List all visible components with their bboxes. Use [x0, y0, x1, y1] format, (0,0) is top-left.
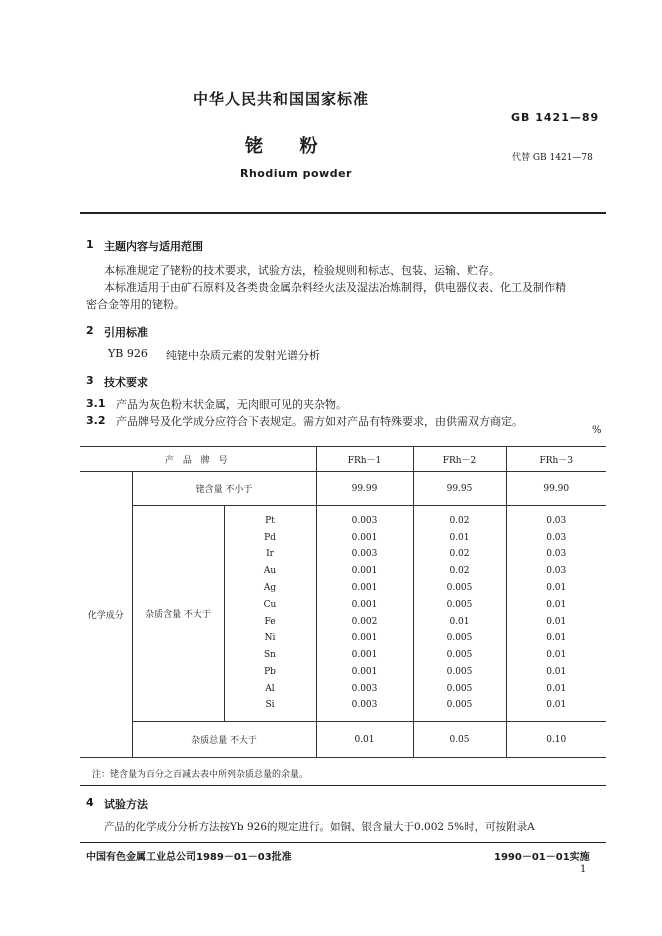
total-impurity-row — [80, 722, 606, 758]
composition-table — [80, 446, 606, 758]
clause-3-1-text: 产品为灰色粉末状金属，无肉眼可见的夹杂物。 — [116, 398, 347, 411]
impurity-value: 0.01 — [546, 599, 567, 610]
impurity-value: 0.001 — [351, 633, 378, 644]
impurity-value: 0.001 — [351, 566, 378, 577]
impurity-value: 0.005 — [446, 650, 473, 661]
element-symbol: Ni — [264, 633, 276, 644]
element-symbol: Sn — [264, 650, 276, 661]
clause-3-1-number: 3.1 — [86, 397, 106, 410]
impurity-value: 0.02 — [449, 566, 470, 577]
unit-label: % — [592, 425, 602, 436]
impurity-value: 0.001 — [351, 582, 378, 593]
impurity-value: 0.005 — [446, 700, 473, 711]
total-impurity-label: 杂质总量 不大于 — [132, 722, 316, 758]
impurity-value: 0.002 — [351, 616, 378, 627]
replaces-code: 代替 GB 1421—78 — [512, 153, 593, 163]
section-3-title: 技术要求 — [104, 376, 148, 389]
section-2-number: 2 — [86, 324, 94, 337]
english-title: Rhodium powder — [240, 167, 352, 180]
impurity-value: 0.01 — [449, 532, 470, 543]
chem-composition-label: 化学成分 — [80, 472, 132, 758]
rhodium-content-label: 铑含量 不小于 — [132, 472, 316, 506]
impurity-value: 0.01 — [546, 700, 567, 711]
impurity-value: 0.005 — [446, 599, 473, 610]
impurity-value: 0.005 — [446, 582, 473, 593]
section-1-para-2b: 密合金等用的铑粉。 — [86, 298, 185, 311]
impurity-value: 0.005 — [446, 633, 473, 644]
impurity-value: 0.02 — [449, 515, 470, 526]
grade-2-impurity-column — [413, 506, 506, 722]
impurity-value: 0.01 — [546, 666, 567, 677]
element-symbol: Au — [263, 566, 277, 577]
section-1-para-2a: 本标准适用于由矿石原料及各类贵金属杂料经火法及湿法冶炼制得，供电器仪表、化工及制作精 — [104, 281, 566, 294]
impurity-value: 0.003 — [351, 683, 378, 694]
impurity-value: 0.03 — [546, 566, 567, 577]
element-list — [225, 513, 316, 715]
table-note: 注：铑含量为百分之百减去表中所列杂质总量的余量。 — [92, 770, 309, 780]
element-symbol: Fe — [264, 616, 276, 627]
impurity-value: 0.02 — [449, 549, 470, 560]
rh-value-1: 99.99 — [316, 472, 413, 506]
element-symbol: Pb — [264, 666, 276, 677]
impurity-value: 0.005 — [446, 683, 473, 694]
page-title: 铑 粉 — [245, 136, 326, 157]
standard-org: 中华人民共和国国家标准 — [193, 90, 370, 108]
grade-frh-2: FRh－2 — [413, 447, 506, 472]
clause-3-2-text: 产品牌号及化学成分应符合下表规定。需方如对产品有特殊要求，由供需双方商定。 — [116, 415, 523, 428]
impurity-value: 0.01 — [546, 616, 567, 627]
grade-header: 产 品 牌 号 — [80, 447, 316, 472]
section-4-title: 试验方法 — [104, 798, 148, 811]
total-value-2: 0.05 — [413, 722, 506, 758]
rhodium-row — [80, 472, 606, 506]
rh-value-3: 99.90 — [506, 472, 606, 506]
impurity-value: 0.001 — [351, 650, 378, 661]
section-2-title: 引用标准 — [104, 326, 148, 339]
impurity-value: 0.003 — [351, 700, 378, 711]
effective-date: 1990－01－01实施 — [494, 852, 590, 863]
table-header-row — [80, 447, 606, 472]
impurity-value: 0.003 — [351, 515, 378, 526]
impurity-value: 0.001 — [351, 532, 378, 543]
approval-line: 中国有色金属工业总公司1989－01－03批准 — [86, 852, 292, 863]
footer-rule — [80, 842, 606, 843]
section-3-number: 3 — [86, 374, 94, 387]
element-symbol: Pt — [265, 515, 275, 526]
total-value-1: 0.01 — [316, 722, 413, 758]
header-rule — [80, 212, 606, 214]
element-column — [224, 506, 316, 722]
element-symbol: Cu — [263, 599, 277, 610]
grade-3-impurity-column — [506, 506, 606, 722]
impurity-value: 0.03 — [546, 549, 567, 560]
grade-frh-1: FRh－1 — [316, 447, 413, 472]
impurity-value: 0.01 — [546, 650, 567, 661]
rh-value-2: 99.95 — [413, 472, 506, 506]
section-4-para: 产品的化学成分分析方法按Yb 926的规定进行。如铜、银含量大于0.002 5%时，可按附录A — [104, 821, 535, 833]
element-symbol: Ir — [266, 549, 274, 560]
impurity-value: 0.001 — [351, 599, 378, 610]
element-symbol: Al — [265, 683, 275, 694]
grade-frh-3: FRh－3 — [506, 447, 606, 472]
element-symbol: Si — [265, 700, 275, 711]
impurity-row — [80, 506, 606, 722]
note-rule — [80, 785, 606, 786]
section-4-number: 4 — [86, 796, 94, 809]
clause-3-2-number: 3.2 — [86, 414, 106, 427]
reference-code: YB 926 — [108, 347, 148, 360]
standard-code: GB 1421—89 — [511, 111, 600, 124]
grade-1-impurity-column — [316, 506, 413, 722]
impurity-value: 0.005 — [446, 666, 473, 677]
section-1-title: 主题内容与适用范围 — [104, 240, 203, 253]
impurity-value: 0.01 — [449, 616, 470, 627]
section-1-number: 1 — [86, 238, 94, 251]
impurity-value: 0.03 — [546, 532, 567, 543]
total-value-3: 0.10 — [506, 722, 606, 758]
impurity-value: 0.03 — [546, 515, 567, 526]
element-symbol: Ag — [263, 582, 277, 593]
impurity-value: 0.01 — [546, 582, 567, 593]
page-number: 1 — [580, 864, 587, 875]
impurity-value: 0.01 — [546, 633, 567, 644]
impurity-value: 0.003 — [351, 549, 378, 560]
element-symbol: Pd — [264, 532, 276, 543]
section-1-para-1: 本标准规定了铑粉的技术要求，试验方法，检验规则和标志、包装、运输、贮存。 — [104, 264, 500, 277]
impurity-value: 0.001 — [351, 666, 378, 677]
impurity-content-label: 杂质含量 不大于 — [132, 506, 224, 722]
impurity-value: 0.01 — [546, 683, 567, 694]
reference-title: 纯铑中杂质元素的发射光谱分析 — [166, 349, 320, 362]
